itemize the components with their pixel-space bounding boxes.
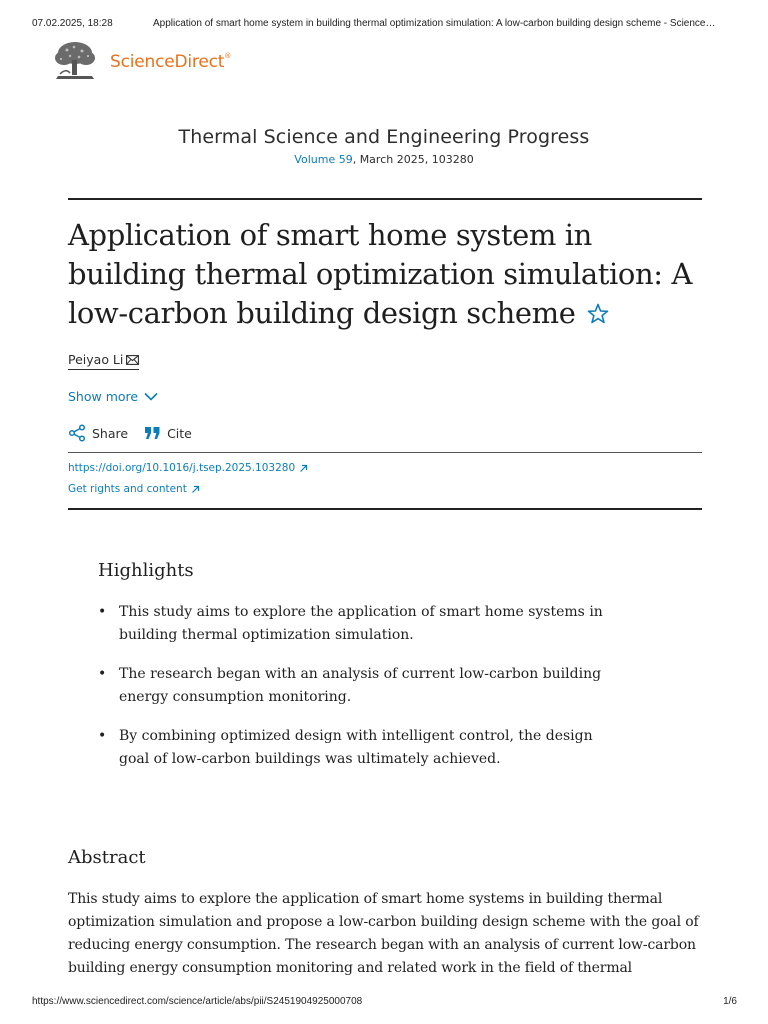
print-header [0, 0, 768, 36]
header-bottom-divider [68, 508, 702, 510]
issue-details: , March 2025, 103280 [352, 153, 474, 166]
author-name: Peiyao Li [68, 352, 124, 367]
get-rights-link[interactable] [68, 483, 200, 495]
external-link-arrow-icon [299, 464, 308, 473]
rights-text: Get rights and content [68, 483, 187, 495]
brand-name: ScienceDirect® [110, 52, 232, 72]
sciencedirect-brand[interactable] [52, 40, 231, 80]
highlights-list [98, 601, 618, 787]
journal-header [0, 126, 768, 166]
print-url: https://www.sciencedirect.com/science/article/abs/pii/S2451904925000708 [32, 996, 363, 1007]
cite-button[interactable] [144, 426, 192, 441]
abstract-text: This study aims to explore the application of smart home systems in building thermal optimization simulation and propose a low-carbon building design scheme with the goal of reducing energy consumption. The research began with an analysis of current low-carbon building energy consumption monitoring and related work in the field of thermal [68, 891, 699, 976]
journal-issue-info [0, 153, 768, 166]
highlights-heading: Highlights [98, 560, 194, 581]
show-more-label: Show more [68, 389, 139, 404]
print-date: 07.02.2025, 18:28 [32, 18, 113, 29]
share-label: Share [92, 425, 129, 441]
quote-icon [144, 426, 161, 440]
volume-link[interactable]: Volume 59 [294, 153, 353, 166]
show-more-button[interactable] [68, 389, 158, 404]
abstract-heading: Abstract [68, 847, 146, 868]
highlight-item: • The research began with an analysis of current low-carbon building energy consumption monitoring. [98, 663, 618, 709]
top-divider [68, 198, 702, 200]
highlight-item: • By combining optimized design with intelligent control, the design goal of low-carbon buildings was ultimately achieved. [98, 725, 618, 771]
article-title [68, 216, 708, 333]
author-link[interactable] [68, 352, 139, 370]
journal-name[interactable]: Thermal Science and Engineering Progress [178, 126, 590, 148]
highlight-item: • This study aims to explore the application of smart home systems in building thermal optimization simulation. [98, 601, 618, 647]
external-link-arrow-icon [191, 485, 200, 494]
print-page-number: 1/6 [723, 996, 737, 1007]
star-outline-icon[interactable] [586, 302, 610, 326]
share-button[interactable] [68, 424, 128, 442]
print-document-title: Application of smart home system in building thermal optimization simulation: A low-carbon building design scheme - Science… [153, 18, 716, 29]
share-icon [68, 424, 86, 442]
cite-label: Cite [167, 425, 192, 441]
actions-divider [68, 452, 702, 453]
doi-text: https://doi.org/10.1016/j.tsep.2025.103280 [68, 462, 296, 474]
chevron-down-icon [144, 392, 158, 401]
article-actions [68, 424, 208, 442]
trademark-mark: ® [224, 52, 232, 60]
doi-link[interactable] [68, 462, 308, 474]
article-title-text: Application of smart home system in building thermal optimization simulation: A low-carbon building design scheme [68, 218, 693, 330]
elsevier-tree-logo-icon [52, 40, 98, 80]
envelope-icon [126, 355, 139, 365]
print-footer [0, 994, 768, 1014]
